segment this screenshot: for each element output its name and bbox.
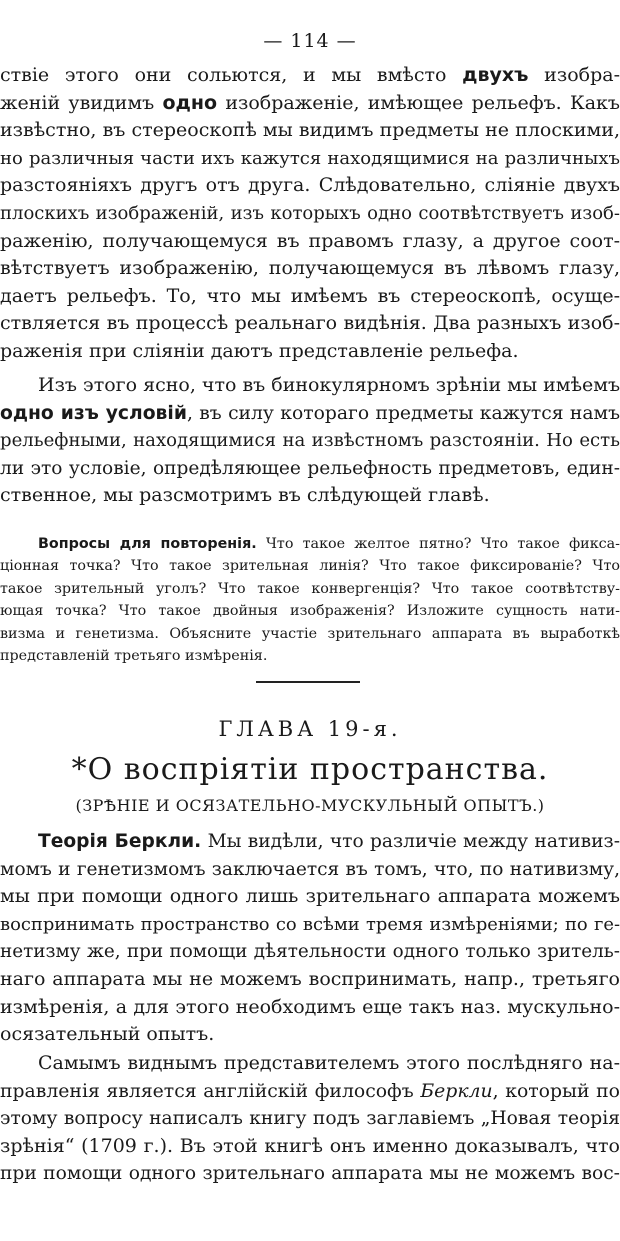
text-line: извѣстно, въ стереоскопѣ мы видимъ предметы не плоскими, [0,119,620,142]
text-line: осязательный опытъ. [0,1023,215,1046]
paragraph-berkeley-theory [0,828,620,1049]
text-line: раженію, получающемуся въ правомъ глазу, а другое соот- [0,229,620,252]
text-line: зрѣнія“ (1709 г.). Въ этой книгѣ онъ именно доказывалъ, что [0,1134,620,1157]
text-line: ли это условіе, опредѣляющее рельефность предметовъ, един- [0,457,620,479]
text-line: разстояніяхъ другъ отъ друга. Слѣдовательно, сліяніе двухъ [0,174,620,197]
paragraph-stereoscope [0,62,620,366]
text-line: одно изъ условій, въ силу котораго предметы кажутся намъ [0,402,620,424]
text-line: Изъ этого ясно, что въ бинокулярномъ зрѣніи мы имѣемъ [38,374,620,396]
text-line: нетизму же, при помощи дѣятельности одного только зритель- [0,941,620,963]
chapter-title: *О воспріятіи пространства. [71,752,549,787]
text-line: рельефными, находящимися на извѣстномъ разстояніи. Но есть [0,430,620,452]
text-line: ствляется въ процессѣ реальнаго видѣнія. Два разныхъ изоб- [0,312,620,335]
text-line: раженія при сліяніи даютъ представленіе рельефа. [0,339,519,362]
paragraph-berkeley-book [0,1050,620,1188]
text-line: наго аппарата мы не можемъ воспринимать, напр., третьяго [0,967,620,990]
author-name: Беркли [420,1080,493,1102]
text-line: ціонная точка? Что такое зрительная линія? Что такое фиксированіе? Что [0,558,620,575]
text-line: мы при помощи одного лишь зрительнаго аппарата можемъ [0,885,620,908]
text-line: измѣренія, а для этого необходимъ еще такъ наз. мускульно- [0,995,620,1018]
text-line: Теорія Беркли. Мы видѣли, что различіе между нативиз- [38,831,620,852]
text-line: плоскихъ изображеній, изъ которыхъ одно соотвѣтствуетъ изоб- [0,202,620,224]
page-number: — 114 — [263,30,357,52]
text-line: этому вопросу написалъ книгу подъ заглавіемъ „Новая теорія [0,1108,620,1130]
section-divider [256,681,360,683]
text-line: даетъ рельефъ. То, что мы имѣемъ въ стереоскопѣ, осуще- [0,284,620,307]
text-line: правленія является англійскій философъ Беркли, который по [0,1080,620,1102]
text-line: вѣтствуетъ изображенію, получающемуся въ лѣвомъ глазу, [0,257,620,280]
review-questions [0,533,620,667]
section-run-in-heading: Теорія Беркли. [38,831,202,852]
text-line: представленій третьяго измѣренія. [0,648,268,665]
chapter-subtitle: (ЗРѢНІЕ И ОСЯЗАТЕЛЬНО-МУСКУЛЬНЫЙ ОПЫТЪ.) [75,796,545,815]
questions-label: Вопросы для повторенія. [38,536,257,552]
text-line: ственное, мы разсмотримъ въ слѣдующей главѣ. [0,484,490,507]
text-line: но различныя части ихъ кажутся находящимися на различныхъ [0,147,620,169]
text-line: такое зрительный уголъ? Что такое конвергенція? Что такое соотвѣтству- [0,580,620,597]
text-line: ствіе этого они сольются, и мы вмѣсто двухъ изобра- [0,64,620,86]
text-line: воспринимать пространство со всѣми тремя измѣреніями; по ге- [0,913,620,935]
text-line: Самымъ виднымъ представителемъ этого послѣдняго на- [38,1052,620,1074]
chapter-heading: ГЛАВА 19-я. [218,717,402,741]
text-line: при помощи одного зрительнаго аппарата мы не можемъ вос- [0,1163,620,1185]
text-line: момъ и генетизмомъ заключается въ томъ, что, по нативизму, [0,858,620,880]
text-line: Вопросы для повторенія. Что такое желтое пятно? Что такое фикса- [38,536,620,552]
paragraph-binocular [0,372,620,510]
text-line: визма и генетизма. Объясните участіе зрительнаго аппарата въ выработкѣ [0,625,620,642]
text-line: женій увидимъ одно изображеніе, имѣющее рельефъ. Какъ [0,91,620,114]
text-line: ющая точка? Что такое двойныя изображенія? Изложите сущность нати- [0,603,620,620]
